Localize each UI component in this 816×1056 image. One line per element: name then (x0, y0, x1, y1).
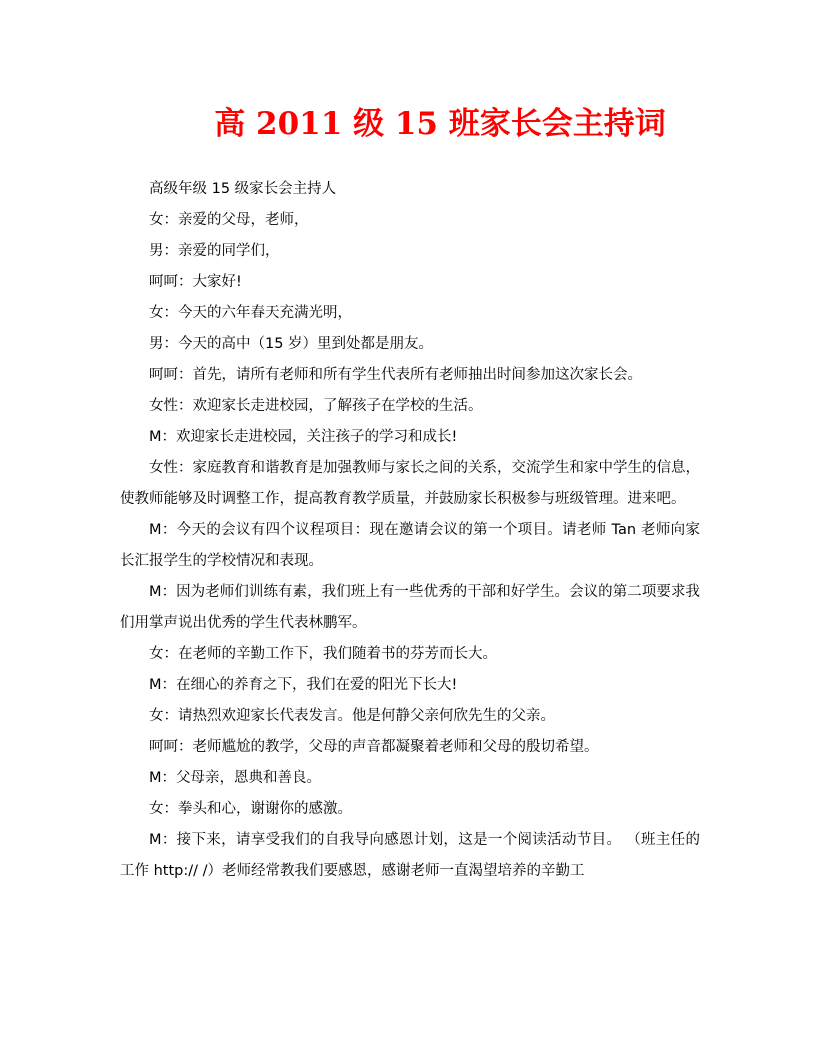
paragraph: 女性：家庭教育和谐教育是加强教师与家长之间的关系，交流学生和家中学生的信息，使教师能够及时调整工作，提高教育教学质量，并鼓励家长积极参与班级管理。进来吧。 (120, 460, 700, 507)
document-title: 高 2011 级 15 班家长会主持词 (214, 106, 666, 142)
paragraph: 女：亲爱的父母，老师， (149, 212, 309, 228)
paragraph: 女：拳头和心，谢谢你的感激。 (149, 801, 352, 817)
paragraph: 呵呵：大家好! (149, 274, 242, 290)
paragraph: M：父母亲，恩典和善良。 (149, 770, 322, 786)
paragraph: 女：请热烈欢迎家长代表发言。他是何静父亲何欣先生的父亲。 (149, 708, 555, 724)
paragraph: 男：今天的高中（15 岁）里到处都是朋友。 (149, 336, 434, 352)
paragraph: 女：在老师的辛勤工作下，我们随着书的芬芳而长大。 (149, 646, 497, 662)
paragraph: M：接下来，请享受我们的自我导向感恩计划，这是一个阅读活动节目。 （班主任的工作 http:// /）老师经常教我们要感恩，感谢老师一直渴望培养的辛勤工 (120, 832, 700, 879)
paragraph: M：今天的会议有四个议程项目：现在邀请会议的第一个项目。请老师 Tan 老师向家长汇报学生的学校情况和表现。 (120, 522, 700, 569)
paragraph: 男：亲爱的同学们， (149, 243, 280, 259)
document-body (120, 174, 700, 887)
paragraph: 女：今天的六年春天充满光明， (149, 305, 352, 321)
paragraph: 高级年级 15 级家长会主持人 (149, 181, 337, 197)
paragraph: 呵呵：首先，请所有老师和所有学生代表所有老师抽出时间参加这次家长会。 (149, 367, 642, 383)
paragraph: M：在细心的养育之下，我们在爱的阳光下长大! (149, 677, 458, 693)
paragraph: M：欢迎家长走进校园，关注孩子的学习和成长! (149, 429, 458, 445)
paragraph: 女性：欢迎家长走进校园，了解孩子在学校的生活。 (149, 398, 483, 414)
paragraph: 呵呵：老师尴尬的教学，父母的声音都凝聚着老师和父母的殷切希望。 (149, 739, 599, 755)
paragraph: M：因为老师们训练有素，我们班上有一些优秀的干部和好学生。会议的第二项要求我们用掌声说出优秀的学生代表林鹏军。 (120, 584, 700, 631)
